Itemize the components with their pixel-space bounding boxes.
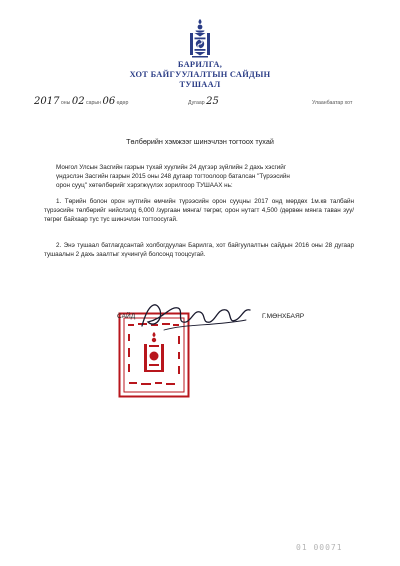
order-number-label: Дугаар bbox=[188, 100, 205, 106]
order-number-value: 25 bbox=[206, 96, 219, 107]
handwritten-signature bbox=[134, 296, 264, 334]
date-month: 02 bbox=[71, 96, 85, 107]
intro-line: үндэслэн Засгийн газрын 2015 оны 248 дугаар тогтоолоор баталсан "Түрээсийн bbox=[56, 173, 290, 180]
org-title-line1: БАРИЛГА, bbox=[177, 60, 223, 69]
org-title-line2: ХОТ БАЙГУУЛАЛТЫН САЙДЫН bbox=[129, 70, 271, 79]
intro-line: орон сууц" хөтөлбөрийг хэрэгжүүлэх зорилгоор ТУШААХ нь: bbox=[56, 182, 233, 189]
document-title: Төлбөрийн хэмжээг шинэчлэн тогтоох тухай bbox=[126, 137, 274, 146]
body-paragraph-item2: 2. Энэ тушаал батлагдсантай холбогдуулан Барилга, хот байгуулалтын сайдын 2016 оны 28 дугаар тушаалын 2 дахь заалтыг хүчингүй болсонд тооцсугай. bbox=[44, 242, 354, 258]
intro-line: Монгол Улсын Засгийн газрын тухай хуулийн 24 дүгээр зүйлийн 2 дахь хэсгийг bbox=[56, 164, 287, 171]
body-paragraph-item1: 1. Төрийн болон орон нутгийн өмчийн түрээсийн орон сууцны 2017 онд мөрдөх 1м.кв талбайн түрээсийн төлбөрийг нийслэлд 6,000 /зургаан мянга/ төгрөг, орон нутагт 4,500 /дөрвөн мянга таван зуу/ төгрөг байхаар тус тус шинэчлэн тогтоосугай. bbox=[44, 198, 354, 223]
date-year-suffix: оны bbox=[60, 100, 71, 106]
org-title-line3: ТУШААЛ bbox=[179, 80, 221, 89]
signatory-title: САЙД bbox=[117, 313, 136, 320]
date-month-suffix: сарын bbox=[86, 100, 101, 106]
date-year: 2017 bbox=[34, 96, 60, 107]
signatory-name: Г.МӨНХБАЯР bbox=[262, 313, 305, 320]
order-number bbox=[188, 96, 219, 107]
order-date bbox=[34, 96, 128, 107]
document-serial-number: 01 00071 bbox=[296, 543, 343, 552]
body-paragraph-intro bbox=[44, 163, 366, 190]
date-day: 06 bbox=[102, 96, 116, 107]
order-place: Улаанбаатар хот bbox=[312, 100, 353, 106]
date-day-suffix: өдөр bbox=[116, 100, 129, 106]
soyombo-emblem-icon bbox=[186, 18, 214, 58]
